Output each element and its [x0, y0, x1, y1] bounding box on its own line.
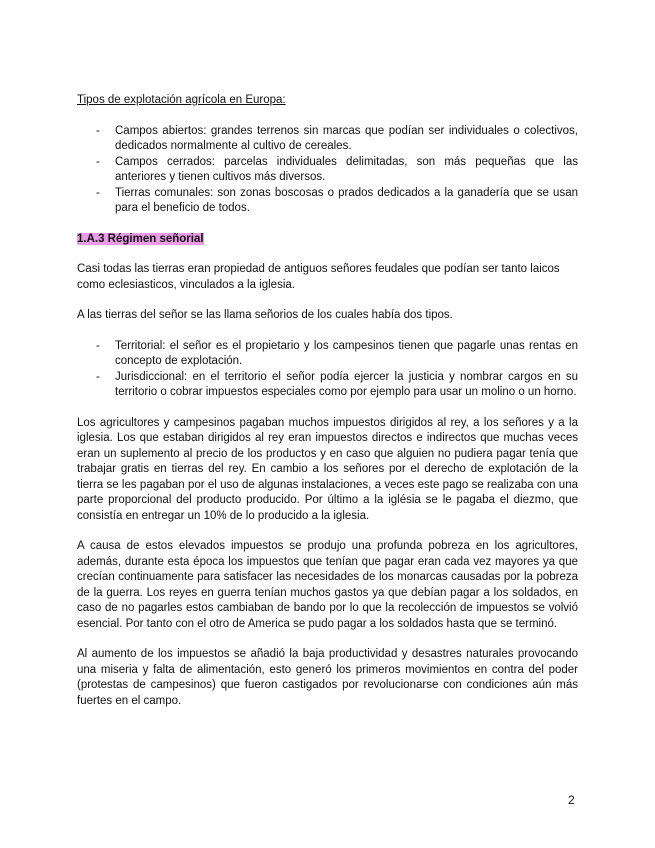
list-item-text: Territorial: el señor es el propietario y los campesinos tienen que pagarle unas rentas en concepto de explotación.: [115, 339, 578, 367]
section-heading-text: 1.A.3 Régimen señorial: [77, 232, 204, 245]
list-item-text: Tierras comunales: son zonas boscosas o prados dedicados a la ganadería que se usan para el beneficio de todos.: [115, 186, 578, 214]
paragraph: A causa de estos elevados impuestos se produjo una profunda pobreza en los agricultores, además, durante esta época los impuestos que tenían que pagar eran cada vez mayores ya que crecían continuamente para satisfacer las necesidades de los monarcas causadas por la pobreza de la guerra. Los reyes en guerra tenían muchos gastos ya que debían pagar a los soldados, en caso de no pagarles estos cambiaban de bando por lo que la recolección de impuestos se volvió esencial. Por tanto con el otro de America se pudo pagar a los soldados hasta que se terminó.: [77, 540, 578, 630]
list-item: [77, 155, 578, 186]
bullet-dash: -: [96, 155, 100, 168]
bullet-dash: -: [96, 124, 100, 137]
seigneury-types-list: [77, 339, 578, 401]
paragraph: Casi todas las tierras eran propiedad de antiguos señores feudales que podían ser tanto laicos como eclesiasticos, vinculados a la iglesia.: [77, 263, 560, 291]
page-number: 2: [568, 793, 575, 807]
list-item-text: Campos cerrados: parcelas individuales delimitadas, son más pequeñas que las anteriores y tienen cultivos más diversos.: [115, 155, 578, 183]
bullet-dash: -: [96, 339, 100, 352]
list-item: [77, 339, 578, 370]
list-item-text: Jurisdiccional: en el territorio el señor podía ejercer la justicia y nombrar cargos en su territorio o cobrar impuestos especiales como por ejemplo para usar un molino o un horno.: [115, 370, 578, 398]
paragraph: Los agricultores y campesinos pagaban muchos impuestos dirigidos al rey, a los señores y a la iglesia. Los que estaban dirigidos al rey eran impuestos directos e indirectos que muchas veces eran un suplemento al precio de los productos y en caso que alguien no pudiera pagar tenía que trabajar gratis en tierras del rey. En cambio a los señores por el derecho de explotación de la tierra se les pagaban por el uso de algunas instalaciones, a veces este pago se realizaba con una parte proporcional del producto producido. Por último a la iglésia se le pagaba el diezmo, que consistía en entregar un 10% de lo producido a la iglesia.: [77, 416, 578, 522]
paragraph: Al aumento de los impuestos se añadió la baja productividad y desastres naturales provocando una miseria y falta de alimentación, esto generó los primeros movimientos en contra del poder (protestas de campesinos) que fueron castigados por revolucionarse con condiciones aún más fuertes en el campo.: [77, 648, 578, 707]
bullet-dash: -: [96, 186, 100, 199]
list-item: [77, 124, 578, 155]
intro-title: Tipos de explotación agrícola en Europa:: [77, 94, 286, 106]
list-item: [77, 370, 578, 401]
paragraph: A las tierras del señor se las llama señorios de los cuales había dos tipos.: [77, 309, 453, 321]
bullet-dash: -: [96, 370, 100, 383]
farming-types-list: [77, 124, 578, 217]
page-content: [77, 93, 578, 709]
list-item: [77, 186, 578, 217]
section-heading: [77, 232, 578, 248]
list-item-text: Campos abiertos: grandes terrenos sin marcas que podían ser individuales o colectivos, dedicados normalmente al cultivo de cereales.: [115, 124, 578, 152]
